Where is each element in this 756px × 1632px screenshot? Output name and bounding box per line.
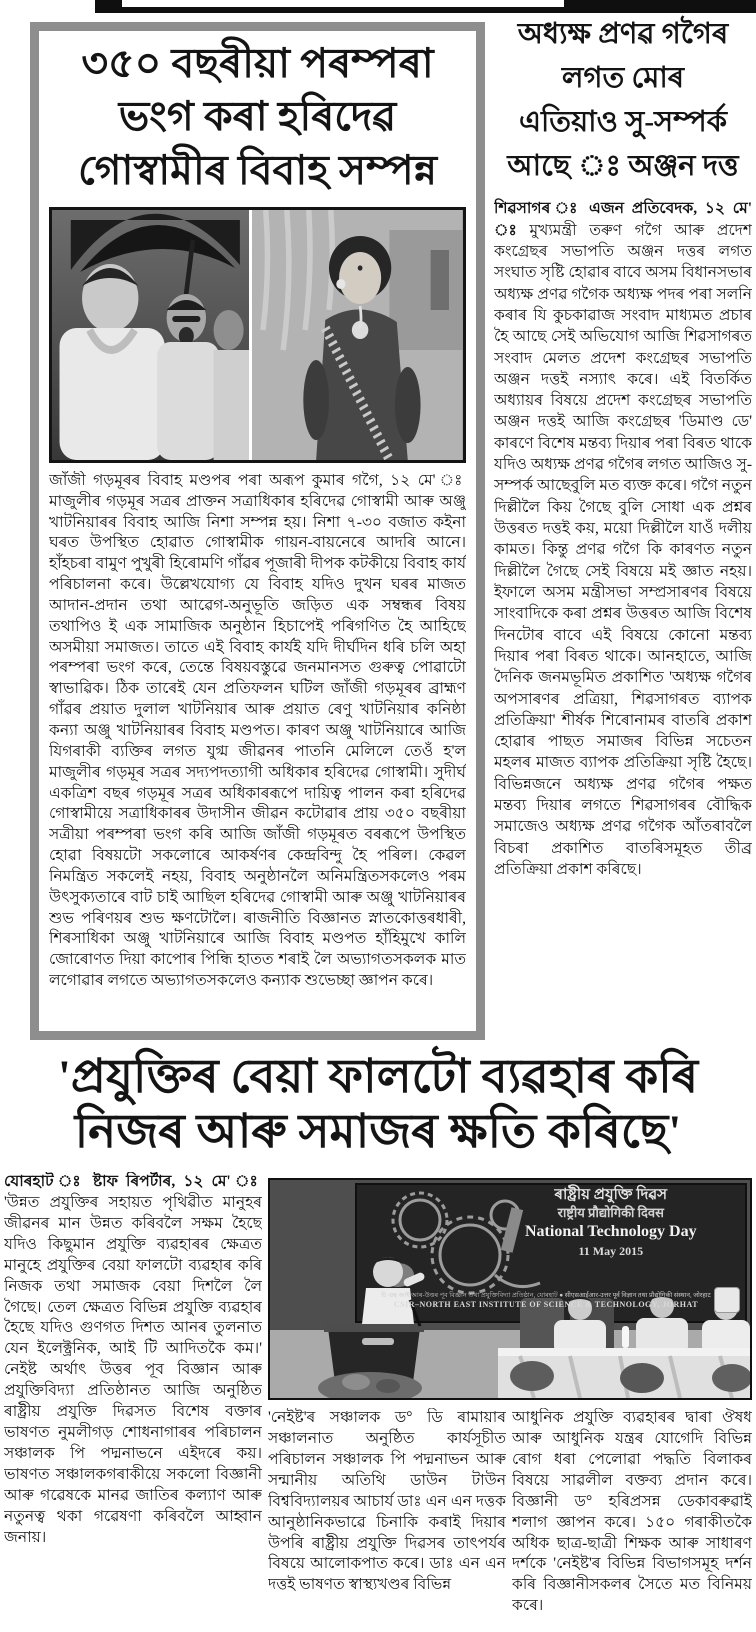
banner-assamese-title: ৰাষ্ট্ৰীয় প্ৰযুক্তি দিৱস bbox=[554, 1187, 668, 1203]
technology-headline-line1: 'প্ৰযুক্তিৰ বেয়া ফালটো ব্যৱহাৰ কৰি bbox=[57, 1051, 699, 1103]
speaker-body-rest: মুখ্যমন্ত্ৰী তৰুণ গগৈ আৰু প্ৰদেশ কংগ্ৰেছৰ সভাপতি অঞ্জন দত্তৰ লগত সংঘাত সৃষ্টি হোৱাৰ বাবে অসম বিধানসভাৰ অধ্যক্ষ প্ৰণৱ গগৈক অধ্যক্ষ পদৰ পৰা সলনি কৰাৰ যি কুচকাৱাজ সংবাদ মাধ্যমত প্ৰচাৰ হৈ আছে সেই অভিযোগ আজি শিৱসাগৰত সংবাদ মেলত প্ৰদেশ কংগ্ৰেছৰ সভাপতি অঞ্জন দত্তই নস্যাৎ কৰে। এই বিতৰ্কিত অধ্যায়ৰ বিষয়ে প্ৰদেশ কংগ্ৰেছৰ সভাপতি অঞ্জন দত্তই আজি কংগ্ৰেছৰ 'ডিমাণ্ড ডে' কাৰণে বিশেষ মন্তব্য দিয়াৰ পৰা বিৰত থাকে যদিও অধ্যক্ষ প্ৰণৱ গগৈৰ লগত আজিও সু-সম্পৰ্ক আছেবুলি মত ব্যক্ত কৰে। গগৈ নতুন দিল্লীলৈ কিয় গৈছে বুলি সোধা এক প্ৰশ্নৰ উত্তৰত দত্তই কয়, ময়ো দিল্লীলৈ যাওঁ দলীয় কামত। কিন্তু প্ৰণৱ গগৈ কি কাৰণত নতুন দিল্লীলৈ গৈছে সেই বিষয়ে মই জ্ঞাত নহয়। ইফালে অসম মন্ত্ৰীসভা সম্প্ৰসাৰণৰ বিষয়ে সাংবাদিকে কৰা প্ৰশ্নৰ উত্তৰত আজি বিশেষ দিনটোৰ বাবে এই বিষয়ে কোনো মন্তব্য দিয়াৰ পৰা বিৰত থাকে। আনহাতে, আজি দৈনিক জনমভূমিত প্ৰকাশিত 'অধ্যক্ষ গগৈৰ অপসাৰণৰ প্ৰত্ৰিয়া, শিৱসাগৰত ব্যাপক প্ৰতিক্ৰিয়া' শীৰ্ষক শিৰোনামৰ বাতৰি প্ৰকাশ হোৱাৰ পাছত সমাজৰ বিভিন্ন সচেতন মহলৰ মাজত ব্যাপক প্ৰতিক্ৰিয়া সৃষ্টি হৈছে। বিভিন্নজনে অধ্যক্ষ প্ৰণৱ গগৈৰ পক্ষত মন্তব্য দিয়াৰ লগতে শিৱসাগৰৰ বৌদ্ধিক সমাজেও অধ্যক্ষ প্ৰণৱ গগৈক আঁতৰাবলৈ বিচৰা প্ৰকাশিত বাতৰিসমূহত তীব্ৰ প্ৰতিক্ৰিয়া প্ৰকাশ কৰিছে। bbox=[494, 221, 752, 878]
technology-dateline: যোৰহাট ঃ ষ্টাফ ৰিপৰ্টাৰ, ১২ মে' ঃ bbox=[4, 1173, 262, 1190]
speaker-headline-line3: এতিয়াও সু-সম্পৰ্ক bbox=[518, 106, 728, 139]
wedding-headline bbox=[49, 37, 466, 197]
wedding-groom-photo bbox=[52, 210, 249, 460]
speaker-dateline: শিৱসাগৰ ঃ এজন প্ৰতিবেদক, ১২ মে' ঃ bbox=[494, 200, 752, 239]
technology-photo-banner-text bbox=[486, 1187, 736, 1258]
banner-english-title: National Technology Day bbox=[525, 1223, 697, 1241]
speaker-headline-line4: আছে ঃ অঞ্জন দত্ত bbox=[507, 150, 739, 183]
neist-logo bbox=[714, 1287, 740, 1313]
article-wedding-box bbox=[30, 22, 485, 1040]
banner-institute-local: চি এছ আই আৰ-উত্তৰ পূব বিজ্ঞান তথা প্ৰযুক্তিবিদ্যা প্ৰতিষ্ঠান, যোৰহাট ● सीएसआईआर-उत्तर पूर्व विज्ञान तथा प्रौद्योगिकी संस्थान, जोरहाट bbox=[381, 1292, 711, 1299]
technology-column-middle: 'নেইষ্ট'ৰ সঞ্চালক ড° ডি ৰামায়াৰ সঞ্চালনাত অনুষ্ঠিত কাৰ্যসূচীত পৰিচালন সঞ্চালক পি পদ্মনাভন আৰু সন্মানীয় অতিথি ডাউন টাউন বিশ্ববিদ্যালয়ৰ আচাৰ্য ডাঃ এন এন দত্তক আনুষ্ঠানিকভাৱে চিনাকি কৰাই দিয়াৰ উপৰি ৰাষ্ট্ৰীয় প্ৰযুক্তি দিৱসৰ তাৎপৰ্যৰ বিষয়ে আলোকপাত কৰে। ডাঃ এন এন দত্তই ভাষণত স্বাস্থ্যখণ্ডৰ বিভিন্ন bbox=[268, 1409, 506, 1594]
technology-column-right: আধুনিক প্ৰযুক্তি ব্যৱহাৰৰ দ্বাৰা ঔষধ আৰু আধুনিক যন্ত্ৰৰ যোগেদি বিভিন্ন ৰোগ ধৰা পেলোৱা পদ্ধতি বিলাকৰ বিষয়ে সাৱলীল বক্তব্য প্ৰদান কৰে। বিজ্ঞানী ড° হৰিপ্ৰসন্ন ডেকাবৰুৱাই শলাগ জ্ঞাপন কৰে। ১৫০ গৰাকীতকৈ অধিক ছাত্ৰ-ছাত্ৰী শিক্ষক আৰু সাধাৰণ দৰ্শকে 'নেইষ্ট'ৰ বিভিন্ন বিভাগসমূহ দৰ্শন কৰি বিজ্ঞানীসকলৰ সৈতে মত বিনিময় কৰে। bbox=[512, 1409, 752, 1615]
wedding-headline-line3: গোস্বামীৰ বিবাহ সম্পন্ন bbox=[77, 146, 438, 193]
banner-hindi-title: राष्ट्रीय प्रौद्योगिकी दिवस bbox=[557, 1205, 664, 1221]
groom-photo-art bbox=[52, 210, 249, 460]
speaker-body-text bbox=[494, 198, 752, 1036]
wedding-headline-line2: ভংগ কৰা হৰিদেৱ bbox=[118, 93, 397, 140]
technology-column-left bbox=[4, 1172, 262, 1628]
banner-institute-english: CSIR–NORTH EAST INSTITUTE OF SCIENCE & TECHNOLOGY, JORHAT bbox=[393, 1300, 699, 1309]
speaker-headline-line1: অধ্যক্ষ প্ৰণৱ গগৈৰ bbox=[517, 18, 729, 50]
banner-date: 11 May 2015 bbox=[578, 1243, 644, 1258]
technology-headline-line2: নিজৰ আৰু সমাজৰ ক্ষতি কৰিছে' bbox=[74, 1106, 682, 1159]
masthead-crop-inset bbox=[122, 0, 564, 7]
wedding-photos bbox=[49, 207, 466, 463]
technology-headline bbox=[0, 1050, 756, 1161]
technology-event-photo bbox=[268, 1178, 752, 1400]
speaker-headline-line2: লগত মোৰ bbox=[561, 62, 685, 95]
wedding-headline-line1: ৩৫০ বছৰীয়া পৰম্পৰা bbox=[81, 40, 434, 86]
technology-left-text: 'উন্নত প্ৰযুক্তিৰ সহায়ত পৃথিৱীত মানুহৰ জীৱনৰ মান উন্নত কৰিবলৈ সক্ষম হৈছে যদিও কিছুমান প্ৰযুক্তি ব্যৱহাৰৰ ক্ষেত্ৰত মানুহে প্ৰযুক্তিৰ বেয়া ফালটো ব্যৱহাৰ কৰি নিজক তথা সমাজক বেয়া দিশলৈ লৈ গৈছে। তেল ক্ষেত্ৰত বিভিন্ন প্ৰযুক্তি ব্যৱহাৰ হৈছে যদিও গুণগত দিশত আনৰ তুলনাত যেন ইলেক্ট্ৰনিক, আই টি আদিতকৈ কম।' নেইষ্ট অৰ্থাৎ উত্তৰ পূব বিজ্ঞান আৰু প্ৰযুক্তিবিদ্যা প্ৰতিষ্ঠানত আজি অনুষ্ঠিত ৰাষ্ট্ৰীয় প্ৰযুক্তি দিৱসত বিশেষ বক্তাৰ ভাষণত নুমলীগড় শোধনাগাৰৰ পৰিচালন সঞ্চালক পি পদ্মনাভনে এইদৰে কয়। ভাষণত সঞ্চালকগৰাকীয়ে সকলো বিজ্ঞানী আৰু গৱেষকে মানৱ জাতিৰ কল্যাণ আৰু নতুনত্ব থকা গৱেষণা কৰিবলৈ আহ্বান জনায়। bbox=[4, 1193, 262, 1546]
article-speaker-relation bbox=[494, 12, 752, 1036]
speaker-headline bbox=[494, 12, 752, 188]
bride-photo-art bbox=[252, 210, 463, 460]
wedding-bride-photo bbox=[249, 210, 463, 460]
wedding-body-text: জাঁজী গড়মূৰৰ বিবাহ মণ্ডপৰ পৰা অৰূপ কুমাৰ গগৈ, ১২ মে' ঃ মাজুলীৰ গড়মূৰ সত্ৰৰ প্ৰাক্তন সত্ৰাধিকাৰ হৰিদেৱ গোস্বামী আৰু অঞ্জু খাটনিয়াৰৰ বিবাহ আজি নিশা সম্পন্ন হয়। নিশা ৭-৩০ বজাত কইনা ঘৰত উপস্থিত হোৱাত গোস্বামীক গায়ন-বায়নেৰে আদৰি আনে। হাঁহচৰা বামুণ পুখুৰী হিৰোমণি গাঁৱৰ পূজাৰী দীপক কটকীয়ে বিবাহ কাৰ্য পৰিচালনা কৰে। উল্লেখযোগ্য যে বিবাহ যদিও দুখন ঘৰৰ মাজত আদান-প্ৰদান তথা আৱেগ-অনুভূতি জড়িত এক সম্বন্ধৰ বিষয় তথাপিও ই এক সামাজিক অনুষ্ঠান হিচাপেই পৰিগণিত হৈ আহিছে অসমীয়া সমাজত। তাতে এই বিবাহ কাৰ্যই যদি দীৰ্ঘদিন ধৰি চলি অহা পৰম্পৰা ভংগ কৰে, তেন্তে বিষয়বস্তুৱে জনমানসত গুৰুত্ব পোৱাটো স্বাভাৱিক। ঠিক তাৰেই যেন প্ৰতিফলন ঘটিল জাঁজী গড়মূৰৰ ব্ৰাহ্মণ গাঁৱৰ প্ৰয়াত দুলাল খাটনিয়াৰ আৰু প্ৰয়াত ৰেণু খাটনিয়াৰ কনিষ্ঠা কন্যা অঞ্জু খাটনিয়াৰৰ বিবাহ মণ্ডপত। কাৰণ অঞ্জু খাটনিয়াৰে আজি যিগৰাকী ব্যক্তিৰ লগত যুগ্ম জীৱনৰ পাতনি মেলিলে তেওঁ হ'ল মাজুলীৰ গড়মূৰ সত্ৰৰ সদ্যপদত্যাগী অধিকাৰ হৰিদেৱ গোস্বামী। সুদীৰ্ঘ একত্ৰিশ বছৰ গড়মূৰ সত্ৰৰ অধিকাৰৰূপে দায়িত্ব পালন কৰা হৰিদেৱ গোস্বামীয়ে সত্ৰাধিকাৰৰ উদাসীন জীৱন কটোৱাৰ প্ৰায় ৩৫০ বছৰীয়া সত্ৰীয়া পৰম্পৰা ভংগ কৰি আজি জাঁজী গড়মূৰত বৰৰূপে উপস্থিত হোৱা বিষয়টো সকলোৰে আকৰ্ষণৰ কেন্দ্ৰবিন্দু হৈ পৰিল। কেৱল নিমন্ত্ৰিত সকলেই নহয়, বিবাহ অনুষ্ঠানলৈ অনিমন্ত্ৰিতসকলেও পৰম উৎসুক্যতাৰে বাট চাই আছিল হৰিদেৱ গোস্বামী আৰু অঞ্জু খাটনিয়াৰৰ শুভ পৰিণয়ৰ শুভ ক্ষণটোলৈ। ৰাজনীতি বিজ্ঞানত স্নাতকোত্তৰধাৰী, শিৰসাধিকা অঞ্জু খাটনিয়াৰে আজি বিবাহ মণ্ডপত হাঁহিমুখে কালি জোৰোণত দিয়া কাপোৰ পিন্ধি হাতত শৰাই লৈ অভ্যাগতসকলক মাত লগোৱাৰ লগতে অভ্যাগতসকলেও কন্যাক শুভেচ্ছা জ্ঞাপন কৰে। bbox=[49, 471, 466, 990]
